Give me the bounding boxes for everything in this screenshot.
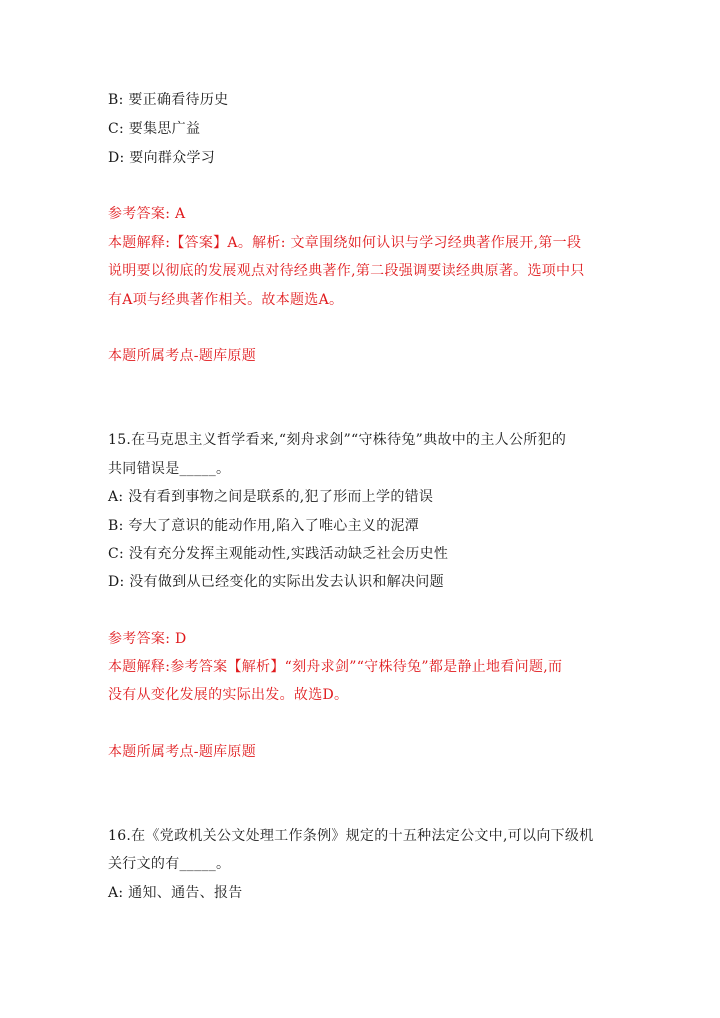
q14-explanation-line: 有A项与经典著作相关。故本题选A。: [108, 292, 344, 308]
q14-option-b: B: 要正确看待历史: [108, 92, 229, 108]
q14-source: 本题所属考点-题库原题: [108, 348, 257, 364]
q15-source: 本题所属考点-题库原题: [108, 744, 257, 760]
q15-option-b: B: 夸大了意识的能动作用,陷入了唯心主义的泥潭: [108, 518, 420, 534]
q15-explanation-line: 本题解释:参考答案【解析】“刻舟求剑”“守株待兔”都是静止地看问题,而: [108, 659, 563, 675]
q15-stem-line: 共同错误是_____。: [108, 461, 231, 477]
q14-option-c: C: 要集思广益: [108, 121, 201, 137]
q15-option-d: D: 没有做到从已经变化的实际出发去认识和解决问题: [108, 574, 444, 590]
q14-answer: 参考答案: A: [108, 206, 186, 222]
q14-explanation-line: 说明要以彻底的发展观点对待经典著作,第二段强调要读经典原著。选项中只: [108, 263, 585, 279]
q16-stem-line: 关行文的有_____。: [108, 856, 231, 872]
q15-option-c: C: 没有充分发挥主观能动性,实践活动缺乏社会历史性: [108, 546, 449, 562]
q15-answer: 参考答案: D: [108, 631, 187, 647]
q15-explanation-line: 没有从变化发展的实际出发。故选D。: [108, 687, 349, 703]
q14-option-d: D: 要向群众学习: [108, 150, 216, 166]
q16-option-a: A: 通知、通告、报告: [108, 885, 243, 901]
q14-explanation-line: 本题解释:【答案】A。解析: 文章围绕如何认识与学习经典著作展开,第一段: [108, 235, 582, 251]
q15-stem-line: 15.在马克思主义哲学看来,“刻舟求剑”“守株待兔”典故中的主人公所犯的: [108, 432, 567, 448]
q16-stem-line: 16.在《党政机关公文处理工作条例》规定的十五种法定公文中,可以向下级机: [108, 828, 594, 844]
q15-option-a: A: 没有看到事物之间是联系的,犯了形而上学的错误: [108, 489, 434, 505]
